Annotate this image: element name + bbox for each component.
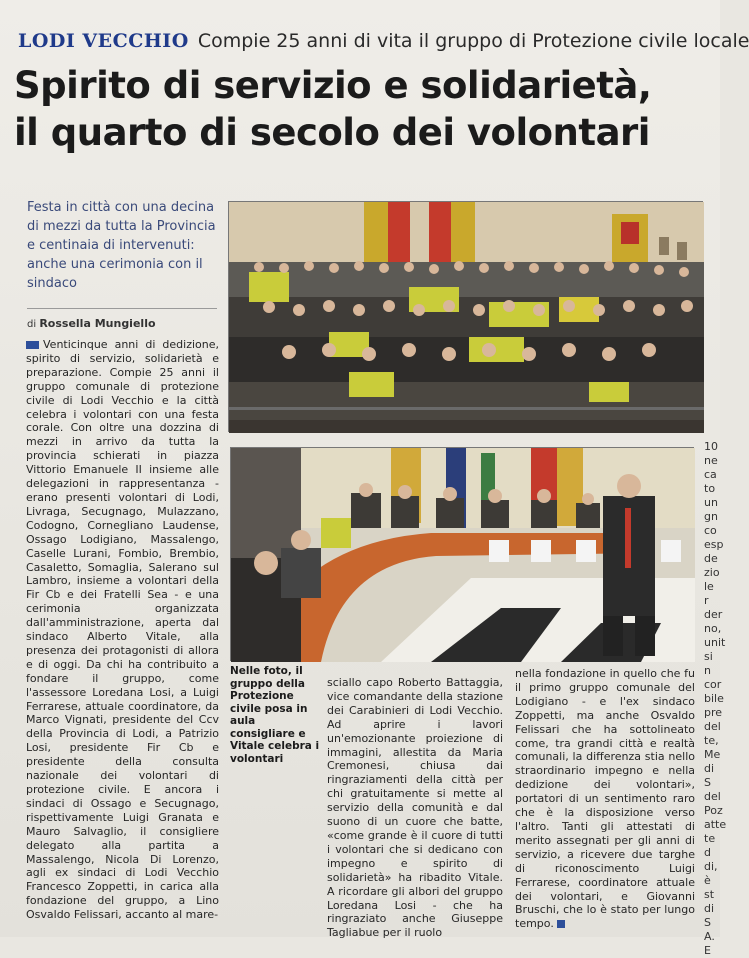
adjacent-fragment-line: di, (704, 860, 718, 873)
adjacent-fragment-line: Poz (704, 804, 723, 817)
adjacent-fragment-line: co (704, 524, 717, 537)
adjacent-fragment-line: del (704, 790, 721, 803)
council-chamber-photo-image (231, 448, 695, 662)
summary-divider (27, 308, 217, 309)
headline-line-1: Spirito di servizio e solidarietà, (14, 64, 652, 107)
photo-caption: Nelle foto, il gruppo della Protezione civile posa in aula consigliare e Vitale celebra i volontari (230, 665, 320, 765)
adjacent-fragment-line: del (704, 720, 721, 733)
adjacent-fragment-line: ca (704, 468, 717, 481)
adjacent-fragment-line: 10 (704, 440, 718, 453)
article-column-3 (515, 667, 695, 931)
byline (27, 317, 227, 330)
adjacent-fragment-line: bile (704, 692, 724, 705)
council-chamber-photo (230, 447, 694, 661)
adjacent-fragment-line: si n (704, 650, 713, 677)
byline-prefix: di (27, 319, 37, 330)
adjacent-fragment-line: Me (704, 748, 721, 761)
article-column-2: sciallo capo Roberto Battaggia, vice comandante della stazione dei Carabinieri di Lodi Vecchio. Ad aprire i lavori un'emozionante proiezione di immagini, allestita da Maria Cremonesi, chiusa dai ringraziamenti della città per chi gratuitamente si mette al servizio della comunità e dal suono di un cuore che batte, «come grande è il cuore di tutti i volontari che si dedicano con impegno e spirito di solidarietà» ha ribadito Vitale. A ricordare gli albori del gruppo Loredana Losi - che ha ringraziato anche Giuseppe Tagliabue per il ruolo (327, 676, 503, 940)
adjacent-fragment-line: to (704, 482, 716, 495)
article-summary: Festa in città con una decina di mezzi da tutta la Provincia e centinaia di intervenuti: anche una cerimonia con il sindaco (27, 200, 216, 291)
adjacent-fragment-line: di S (704, 762, 715, 789)
adjacent-fragment-line: te, (704, 734, 719, 747)
adjacent-fragment-line: atte (704, 818, 727, 831)
adjacent-fragment-line: A. E (704, 930, 715, 957)
byline-author: Rossella Mungiello (39, 317, 156, 330)
adjacent-fragment-line: cor (704, 678, 722, 691)
adjacent-fragment-line: der (704, 608, 723, 621)
adjacent-fragment-line: te d (704, 832, 716, 859)
adjacent-fragment-line: de (704, 552, 718, 565)
adjacent-fragment-line: pre (704, 706, 723, 719)
kicker (18, 30, 749, 58)
article-column-1 (26, 338, 219, 922)
adjacent-fragment-line: le r (704, 580, 714, 607)
group-photo-image (229, 202, 704, 433)
adjacent-fragment-line: ne (704, 454, 718, 467)
headline-line-2: il quarto di secolo dei volontari (14, 111, 650, 154)
adjacent-fragment-line: un (704, 496, 718, 509)
adjacent-fragment-line: unit (704, 636, 726, 649)
column-1-text: Venticinque anni di dedizione, spirito di servizio, solidarietà e preparazione. Compie 25 anni il gruppo comunale di protezione civile di Lodi Vecchio e la città celebra i volontari con una festa corale. Con oltre una dozzina di mezzi in arrivo da tutta la provincia schierati in piazza Vittorio Emanuele II insieme alle delegazioni in rappresentanza - erano presenti volontari di Lodi, Livraga, Secugnago, Mulazzano, Codogno, Cornegliano Laudense, Ossago Lodigiano, Massalengo, Caselle Lurani, Fombio, Brembio, Casaletto, Somaglia, Salerano sul Lambro, insieme a volontari della Fir Cb e dei Fratelli Sea - e una cerimonia organizzata dall'amministrazione, aperta dal sindaco Alberto Vitale, alla presenza dei protagonisti di allora e di oggi. Da chi ha contribuito a fondare il gruppo, come l'assessore Loredana Losi, a Luigi Ferrarese, attuale coordinatore, da Marco Vignati, presidente del Ccv della Provincia di Lodi, a Patrizio Losi, presidente Fir Cb e presidente della consulta nazionale dei volontari di protezione civile. E ancora i sindaci di Ossago e Secugnago, rispettivamente Luigi Granata e Mauro Salvaglio, il consigliere delegato alla partita a Massalengo, Nicola Di Lorenzo, agli ex sindaci di Lodi Vecchio Francesco Zoppetti, in carica alla fondazione del gruppo, a Lino Osvaldo Felissari, accanto al mare- (26, 338, 219, 922)
adjacent-fragment-line: esp (704, 538, 724, 551)
adjacent-fragment-line: di S (704, 902, 715, 929)
adjacent-fragment-line: è st (704, 874, 715, 901)
kicker-place: LODI VECCHIO (18, 30, 189, 52)
adjacent-article-fragment (704, 440, 727, 957)
adjacent-fragment-line: gn (704, 510, 718, 523)
group-photo (228, 201, 703, 432)
adjacent-fragment-line: zio (704, 566, 720, 579)
end-square-icon (557, 920, 565, 928)
kicker-subtitle: Compie 25 anni di vita il gruppo di Protezione civile locale (197, 30, 749, 52)
column-3-text: nella fondazione in quello che fu il primo gruppo comunale del Lodigiano - e l'ex sindaco Zoppetti, ma anche Osvaldo Felissari che ha sottolineato come, tra grandi città e realtà comunali, la differenza stia nello straordinario impegno e nella dedizione dei volontari», portatori di un sentimento raro che è la disposizione verso l'altro. Tanti gli attestati di merito assegnati per gli anni di servizio, a ricevere due targhe di riconoscimento Luigi Ferrarese, coordinatore attuale dei volontari, e Giovanni Bruschi, che lo è stato per lungo tempo. (515, 667, 695, 931)
lead-square-icon (26, 341, 39, 349)
adjacent-fragment-line: no, (704, 622, 722, 635)
headline (14, 62, 714, 156)
